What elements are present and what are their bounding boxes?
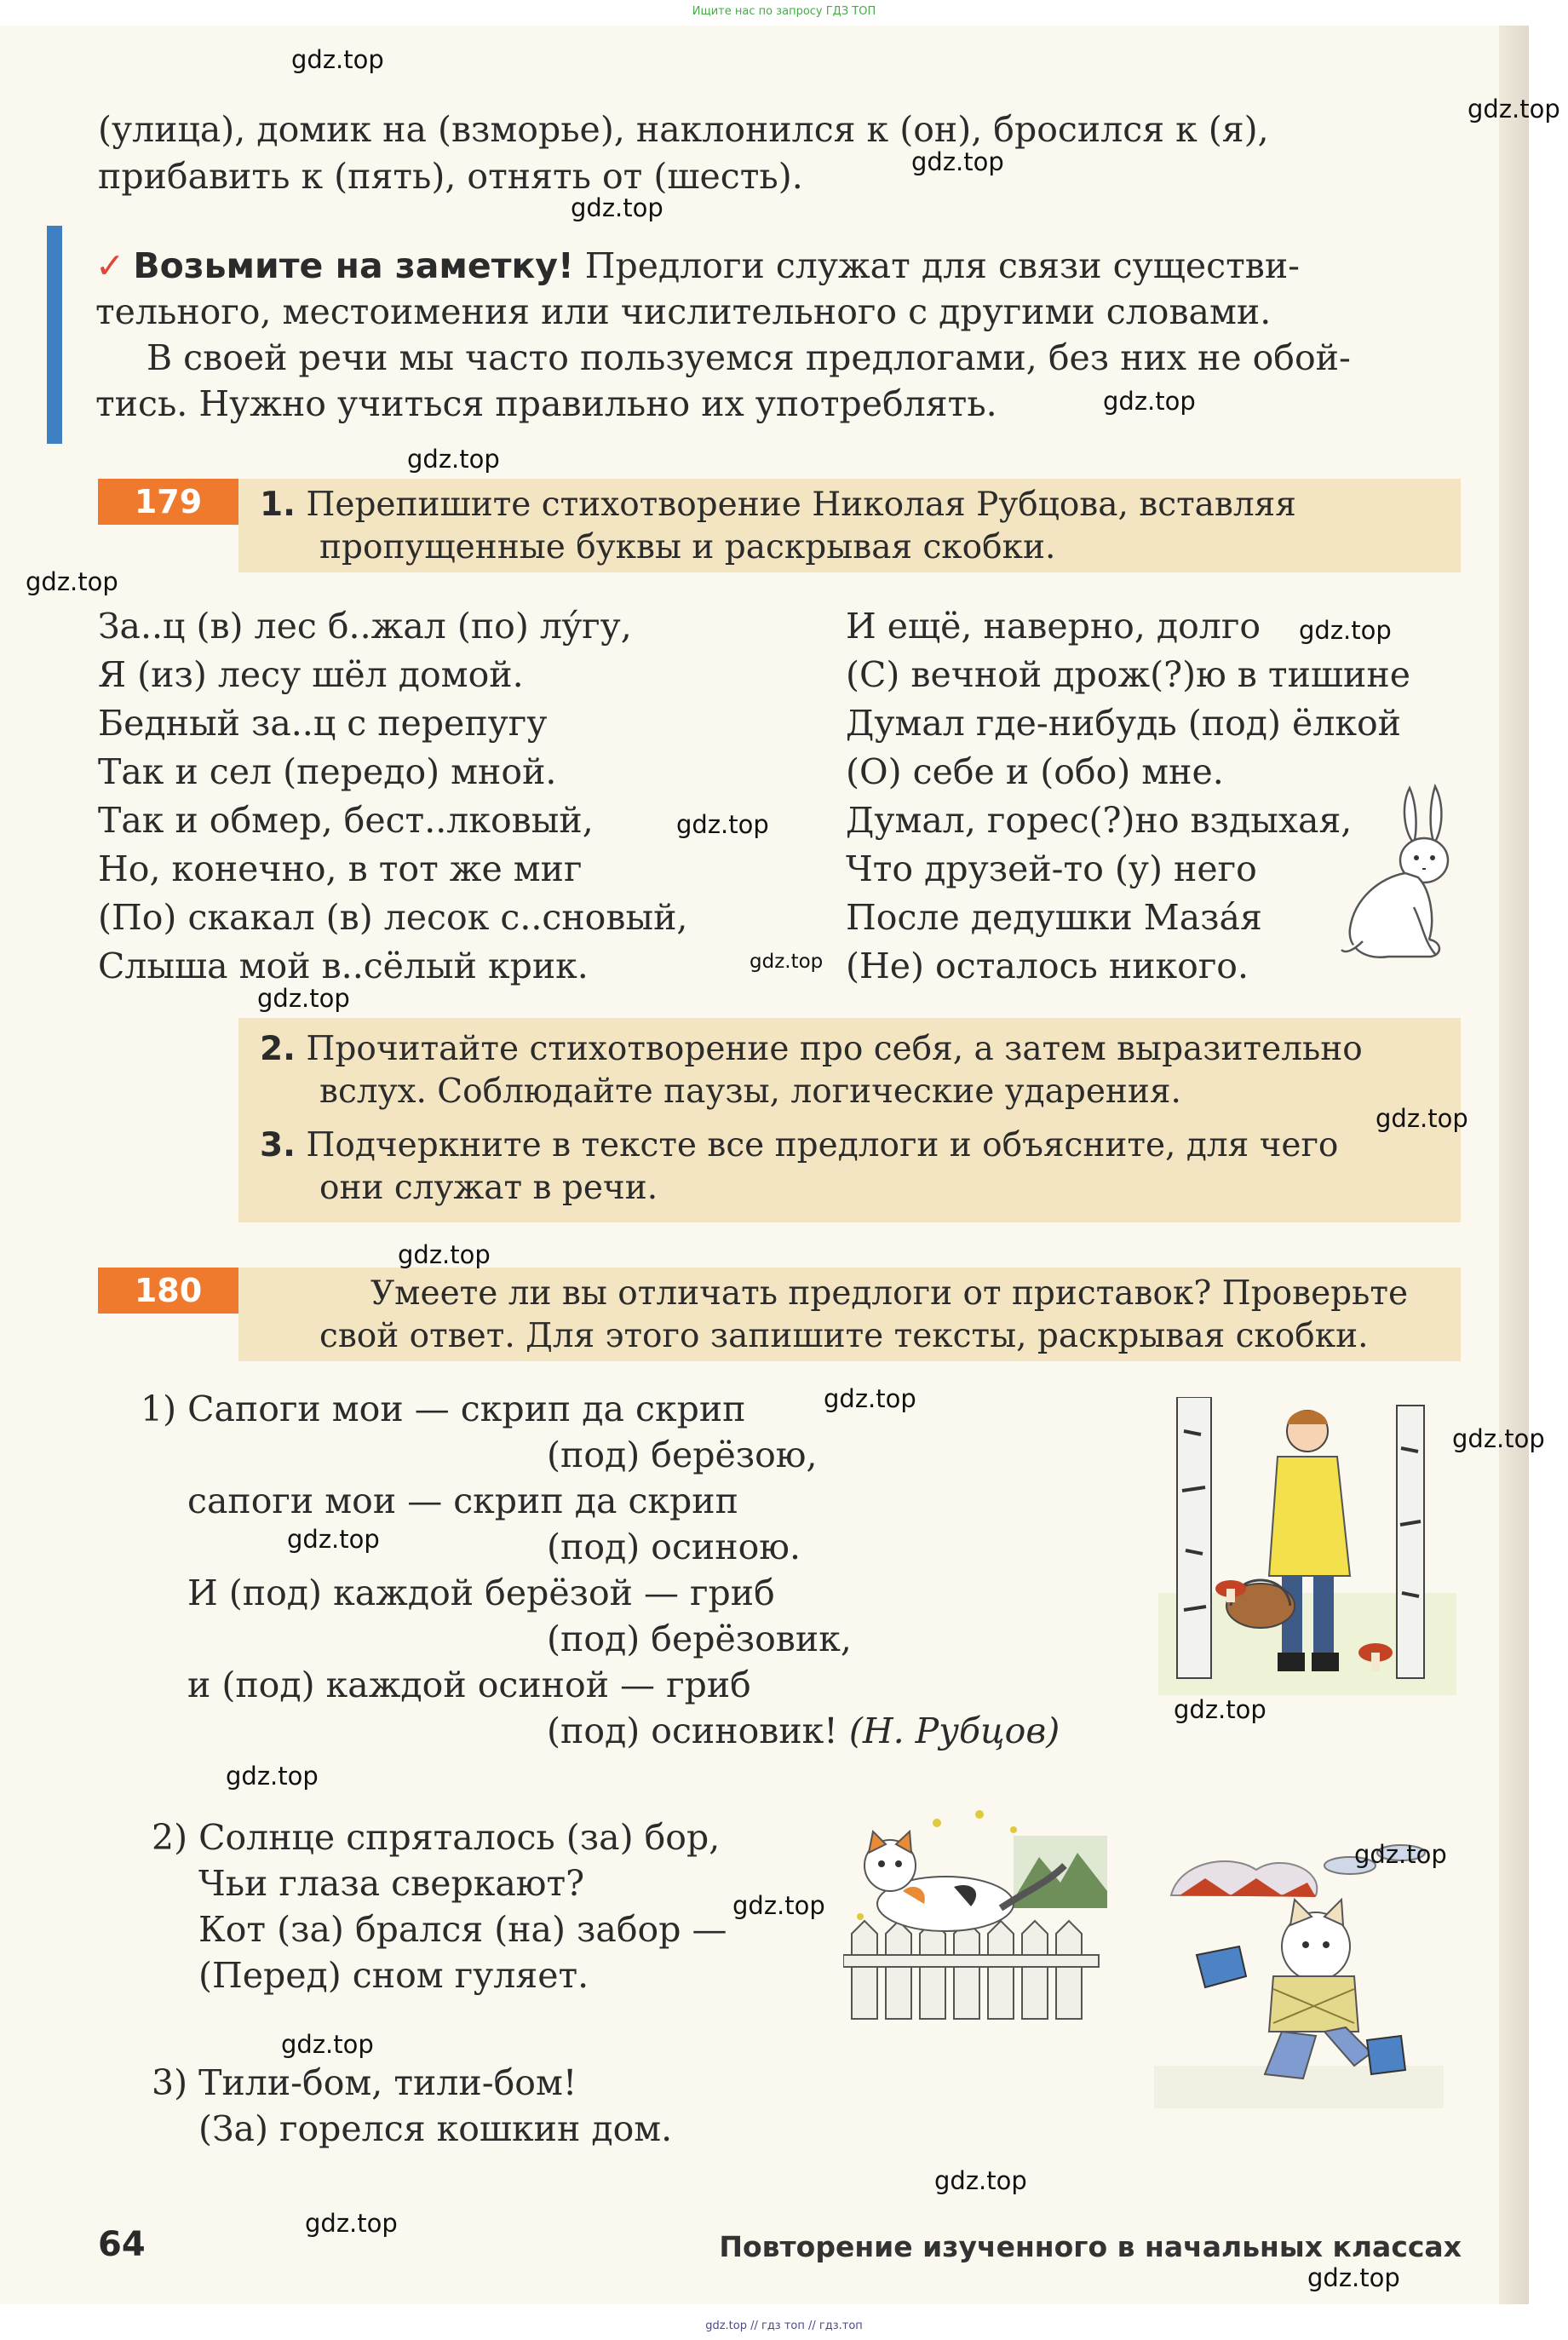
poem-line: Слыша мой в..сёлый крик. [98, 946, 589, 986]
cat-with-buckets-illustration [1154, 1827, 1444, 2108]
step1-line-1: Перепишите стихотворение Николая Рубцова, вставляя [306, 486, 1296, 524]
watermark: gdz.top [676, 810, 769, 839]
poem-line: Думал, горес(?)но вздыхая, [846, 800, 1353, 841]
task-179-step2 [260, 1028, 1444, 1113]
poem-179-left [98, 602, 687, 991]
step1-number: 1. [260, 486, 296, 524]
watermark: gdz.top [291, 45, 384, 74]
bottom-links[interactable]: gdz.top // гдз топ // гдз.топ [705, 2320, 863, 2332]
watermark: gdz.top [1307, 2263, 1400, 2292]
poem-line: (Перед) сном гуляет. [198, 1955, 589, 1996]
boy-with-mushroom-basket-illustration [1158, 1397, 1456, 1695]
cat-on-fence-illustration [843, 1806, 1107, 2027]
watermark: gdz.top [1452, 1424, 1545, 1453]
watermark: gdz.top [732, 1891, 825, 1920]
step2-number: 2. [260, 1030, 296, 1068]
poem-line: Я (из) лесу шёл домой. [98, 654, 524, 695]
poem-line: сапоги мои — скрип да скрип [187, 1480, 738, 1521]
poem-line: (С) вечной дрож(?)ю в тишине [846, 654, 1410, 695]
note-text-2: тельного, местоимения или числительного с другими словами. [95, 291, 1272, 332]
poem-line: и (под) каждой осиной — гриб [187, 1664, 751, 1705]
note-heading: Возьмите на заметку! [133, 245, 574, 286]
poem-179-right [846, 602, 1410, 991]
step3-number: 3. [260, 1126, 296, 1164]
task-180-line-1: Умеете ли вы отличать предлоги от приставок? Проверьте [370, 1274, 1409, 1313]
step2-line-1: Прочитайте стихотворение про себя, а затем выразительно [306, 1030, 1363, 1068]
poem-line: 1) Сапоги мои — скрип да скрип [141, 1388, 746, 1429]
poem-author: (Н. Рубцов) [848, 1710, 1060, 1751]
poem-180-2 [152, 1814, 727, 1998]
poem-line: (За) горелся кошкин дом. [198, 2108, 673, 2149]
task-179-step1 [260, 484, 1444, 569]
task-180-number: 180 [98, 1268, 238, 1314]
note-accent-bar [47, 226, 62, 444]
watermark: gdz.top [911, 147, 1004, 176]
poem-line: 3) Тили-бом, тили-бом! [152, 2062, 577, 2103]
poem-line: И ещё, наверно, долго [846, 606, 1261, 647]
poem-line: Что друзей-то (у) него [846, 848, 1257, 889]
poem-180-3 [152, 2060, 672, 2152]
poem-line: 2) Солнце спряталось (за) бор, [152, 1817, 721, 1858]
poem-line: Чьи глаза сверкают? [198, 1863, 585, 1904]
watermark: gdz.top [26, 567, 118, 596]
poem-180-1 [141, 1386, 1060, 1754]
watermark: gdz.top [398, 1240, 491, 1269]
rabbit-illustration [1329, 779, 1482, 967]
watermark: gdz.top [1354, 1840, 1447, 1869]
note-text-4: тись. Нужно учиться правильно их употреблять. [95, 383, 997, 424]
watermark: gdz.top [287, 1525, 380, 1554]
poem-line: (О) себе и (обо) мне. [846, 751, 1224, 792]
watermark: gdz.top [281, 2030, 374, 2059]
task-179-number: 179 [98, 479, 238, 525]
poem-line: (под) берёзою, [547, 1434, 818, 1475]
poem-line: (под) осиновик! [547, 1710, 838, 1751]
poem-line: (По) скакал (в) лесок с..сновый, [98, 897, 688, 938]
poem-line: И (под) каждой берёзой — гриб [187, 1572, 775, 1613]
poem-line: Бедный за..ц с перепугу [98, 703, 548, 744]
checkmark-icon: ✓ [95, 245, 125, 286]
poem-line: За..ц (в) лес б..жал (по) лýгу, [98, 606, 632, 647]
watermark: gdz.top [824, 1384, 916, 1413]
note-text-1: Предлоги служат для связи существи- [573, 245, 1301, 286]
step1-line-2: пропущенные буквы и раскрывая скобки. [319, 528, 1056, 566]
poem-line: Но, конечно, в тот же миг [98, 848, 583, 889]
watermark: gdz.top [571, 193, 663, 222]
note-block [95, 243, 1458, 427]
page-edge [1499, 26, 1529, 2304]
watermark: gdz.top [1467, 95, 1560, 124]
watermark: gdz.top [1103, 387, 1196, 416]
poem-line: (под) берёзовик, [547, 1618, 852, 1659]
poem-line: (Не) осталось никого. [846, 946, 1249, 986]
step3-line-1: Подчеркните в тексте все предлоги и объясните, для чего [306, 1126, 1339, 1164]
watermark: gdz.top [226, 1762, 319, 1791]
intro-line-2: прибавить к (пять), отнять от (шесть). [98, 156, 803, 197]
intro-line-1: (улица), домик на (взморье), наклонился к (он), бросился к (я), [98, 109, 1269, 150]
top-search-hint[interactable]: Ищите нас по запросу ГДЗ ТОП [692, 5, 876, 18]
step3-line-2: они служат в речи. [319, 1169, 658, 1207]
page-number: 64 [98, 2225, 146, 2264]
poem-line: После дедушки Мазáя [846, 897, 1262, 938]
watermark: gdz.top [1174, 1695, 1266, 1724]
watermark: gdz.top [1376, 1104, 1468, 1133]
task-179-step3 [260, 1124, 1444, 1210]
poem-line: (под) осиною. [547, 1526, 801, 1567]
poem-line: Кот (за) брался (на) забор — [198, 1909, 727, 1950]
watermark: gdz.top [1299, 616, 1392, 645]
task-180-text [319, 1273, 1452, 1358]
watermark: gdz.top [407, 445, 500, 474]
task-180-line-2: свой ответ. Для этого запишите тексты, раскрывая скобки. [319, 1317, 1369, 1355]
poem-line: Так и сел (передо) мной. [98, 751, 557, 792]
poem-line: Думал где-нибудь (под) ёлкой [846, 703, 1401, 744]
note-text-3: В своей речи мы часто пользуемся предлогами, без них не обой- [146, 337, 1351, 378]
watermark: gdz.top [305, 2209, 398, 2238]
step2-line-2: вслух. Соблюдайте паузы, логические ударения. [319, 1072, 1181, 1111]
watermark: gdz.top [934, 2166, 1027, 2195]
poem-line: Так и обмер, бест..лковый, [98, 800, 594, 841]
watermark: gdz.top [257, 984, 350, 1013]
watermark: gdz.top [750, 951, 824, 973]
section-title: Повторение изученного в начальных классах [719, 2230, 1462, 2263]
